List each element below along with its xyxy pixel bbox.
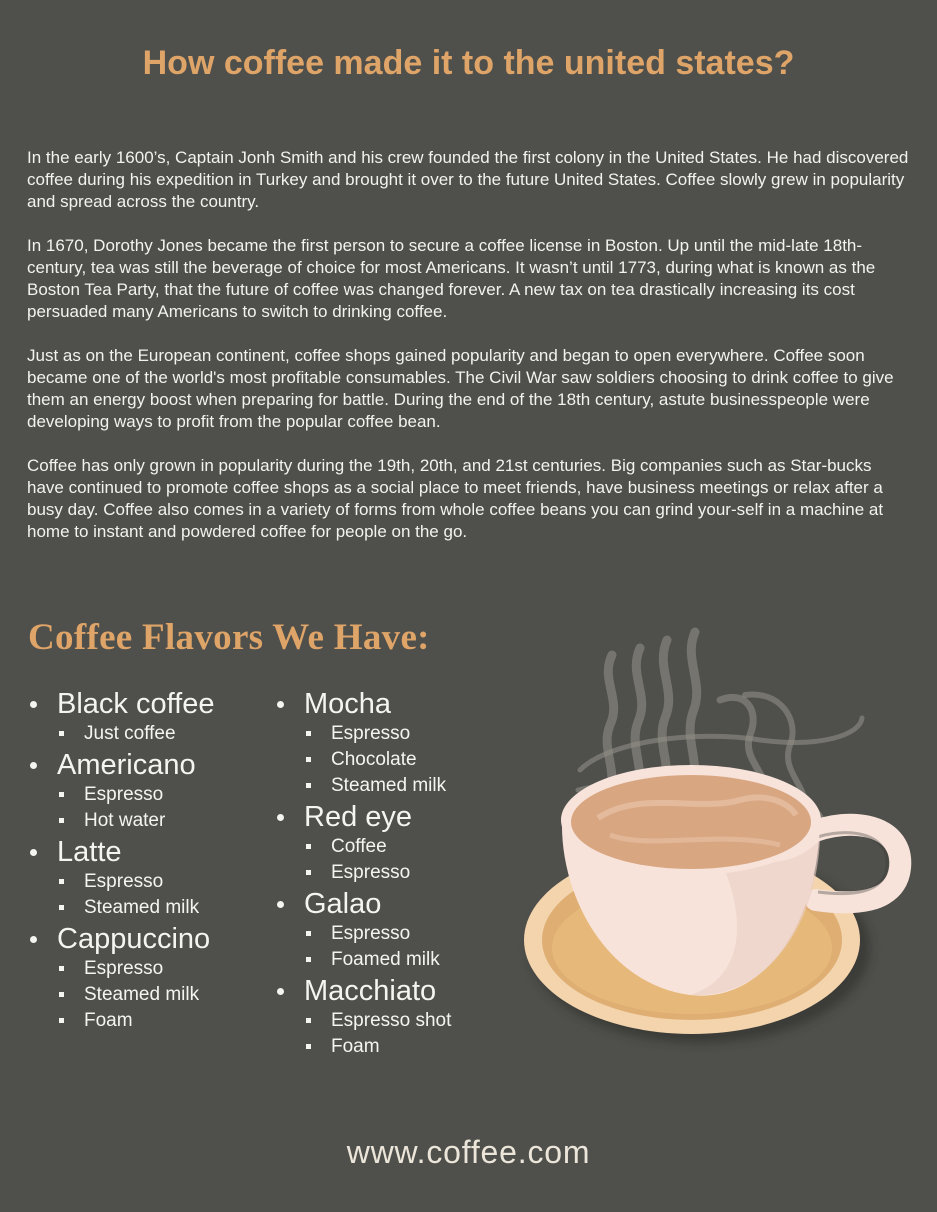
ingredient: Foam [84,1010,133,1031]
square-bullet-icon [306,870,311,875]
square-bullet-icon [306,1044,311,1049]
flavor-name: Black coffee [57,688,215,720]
ingredient: Foamed milk [331,949,440,970]
flavor-list-left [30,688,290,1036]
ingredient: Espresso [331,723,411,744]
paragraph: Coffee has only grown in popularity during the 19th, 20th, and 21st centuries. Big companies such as Star-bucks have continued to promote coffee shops as a social place to meet friends, have business meetings or relax after a busy day. Coffee also comes in a variety of forms from whole coffee beans you can grind your-self in a machine at home to instant and powdered coffee for people on the go. [27,456,884,541]
bullet-icon [30,849,37,856]
ingredient: Just coffee [84,723,176,744]
flavor-name: Cappuccino [57,923,211,955]
bullet-icon [277,988,284,995]
flavor-name: Americano [57,749,196,781]
ingredient: Steamed milk [84,984,200,1005]
ingredient: Espresso shot [331,1010,452,1031]
square-bullet-icon [59,731,64,736]
ingredient: Espresso [331,923,411,944]
flavor-name: Mocha [304,688,392,720]
paragraph: In the early 1600’s, Captain Jonh Smith and his crew founded the first colony in the United States. He had discovered coffee during his expedition in Turkey and brought it over to the future United States. Coffee slowly grew in popularity and spread across the country. [27,148,909,211]
square-bullet-icon [59,879,64,884]
square-bullet-icon [59,792,64,797]
paragraph: In 1670, Dorothy Jones became the first person to secure a coffee license in Boston. Up until the mid-late 18th-century, tea was still the beverage of choice for most Americans. It wasn’t until 1773, during what is known as the Boston Tea Party, that the future of coffee was changed forever. A new tax on tea drastically increasing its cost persuaded many Americans to switch to drinking coffee. [27,236,876,321]
square-bullet-icon [59,992,64,997]
flavor-item [277,888,537,973]
bullet-icon [277,901,284,908]
flavors-heading: Coffee Flavors We Have: [28,617,430,658]
square-bullet-icon [306,731,311,736]
ingredient: Steamed milk [331,775,447,796]
flavor-list-right [277,688,537,1062]
paragraph: Just as on the European continent, coffee shops gained popularity and began to open everywhere. Coffee soon became one of the world's most profitable consumables. The Civil War saw soldiers choosing to drink coffee to give them an energy boost when preparing for battle. During the end of the 18th century, astute businesspeople were developing ways to profit from the popular coffee bean. [27,346,894,431]
flavor-item [30,749,290,834]
square-bullet-icon [306,931,311,936]
ingredient: Hot water [84,810,166,831]
flavor-item [30,836,290,921]
bullet-icon [30,762,37,769]
square-bullet-icon [59,1018,64,1023]
square-bullet-icon [59,905,64,910]
square-bullet-icon [306,757,311,762]
flavor-name: Macchiato [304,975,437,1007]
flavor-name: Red eye [304,801,413,833]
square-bullet-icon [59,818,64,823]
ingredient: Espresso [84,871,164,892]
ingredient: Espresso [84,958,164,979]
square-bullet-icon [306,1018,311,1023]
ingredient: Espresso [331,862,411,883]
flavor-item [30,923,290,1034]
bullet-icon [277,814,284,821]
flavor-item [30,688,290,747]
square-bullet-icon [306,844,311,849]
bullet-icon [277,701,284,708]
flavor-item [277,975,537,1060]
ingredient: Steamed milk [84,897,200,918]
website-link[interactable]: www.coffee.com [346,1134,591,1170]
bullet-icon [30,701,37,708]
square-bullet-icon [306,957,311,962]
bullet-icon [30,936,37,943]
flavor-name: Latte [57,836,122,868]
ingredient: Chocolate [331,749,417,770]
ingredient: Espresso [84,784,164,805]
ingredient: Coffee [331,836,387,857]
ingredient: Foam [331,1036,380,1057]
flavor-name: Galao [304,888,382,920]
page-title: How coffee made it to the united states? [142,44,795,82]
square-bullet-icon [59,966,64,971]
flavor-item [277,801,537,886]
flavor-item [277,688,537,799]
square-bullet-icon [306,783,311,788]
